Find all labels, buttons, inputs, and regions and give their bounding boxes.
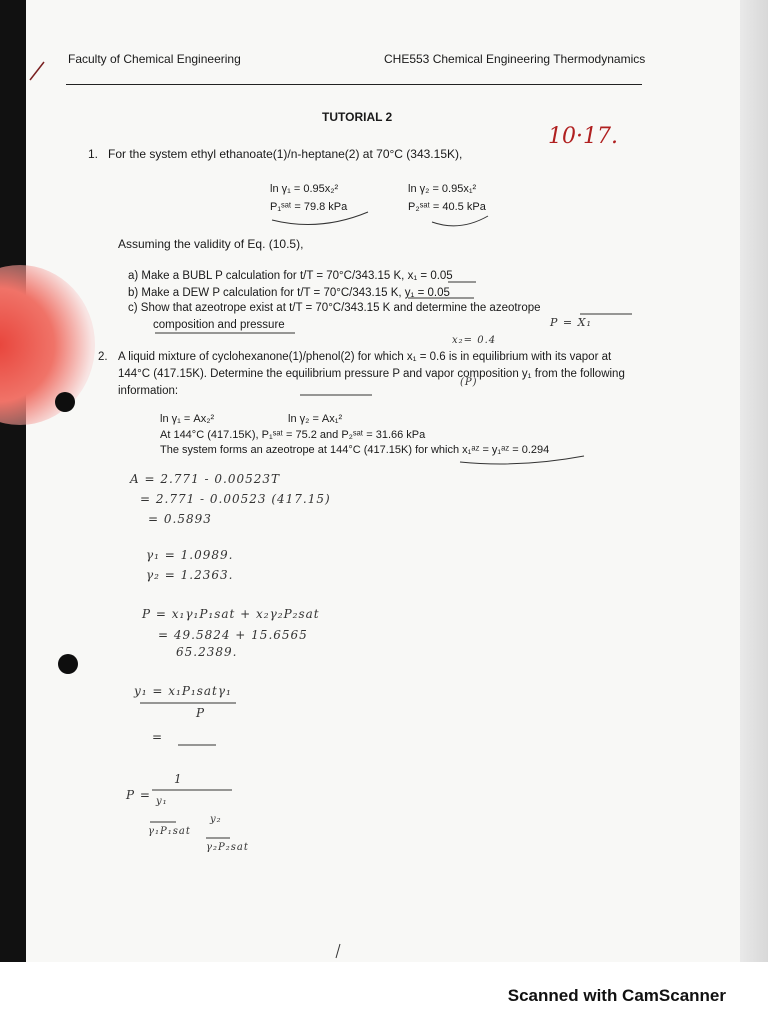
- hand-pfrac-num: 1: [174, 772, 183, 786]
- camscanner-watermark: Scanned with CamScanner: [507, 986, 726, 1005]
- stray-mark: [336, 944, 340, 958]
- hand-a-line2: = 2.771 - 0.00523 (417.15): [140, 492, 331, 506]
- hand-pfrac-lhs: P =: [126, 788, 151, 802]
- q1-eq1: ln γ₁ = 0.95x₂²: [270, 183, 339, 195]
- header-faculty: Faculty of Chemical Engineering: [68, 52, 241, 66]
- hand-p-line1: P = x₁γ₁P₁sat + x₂γ₂P₂sat: [142, 607, 320, 621]
- handwritten-x2-note: x₂= 0.4: [452, 335, 497, 346]
- q1-item-c-cont: composition and pressure: [153, 319, 285, 331]
- header-course: CHE553 Chemical Engineering Thermodynamics: [384, 52, 646, 66]
- q2-text: A liquid mixture of cyclohexanone(1)/phenol(2) for which x₁ = 0.6 is in equilibrium with its vapor at 144°C (417.15K). Determine the equilibrium pressure P and vapor composition y₁ from the following information:: [118, 351, 625, 397]
- handwritten-red-note: 10·17.: [548, 124, 618, 149]
- hand-pfrac-d1b: γ₁P₁sat: [148, 826, 191, 837]
- q1-eq2-psat: P₂ˢᵃᵗ = 40.5 kPa: [408, 201, 486, 213]
- hand-pfrac-d1: y₁: [156, 796, 168, 807]
- handwritten-p-note: (P): [460, 377, 478, 388]
- underline-azeotrope-value: [460, 456, 584, 464]
- underline-curve-2: [432, 216, 488, 226]
- red-tick-mark: [30, 62, 44, 80]
- hand-y-line2: P: [196, 706, 206, 720]
- q1-eq2: ln γ₂ = 0.95x₁²: [408, 183, 477, 195]
- hand-y-line1: y₁ = x₁P₁satγ₁: [134, 684, 232, 698]
- q1-item-c: c) Show that azeotrope exist at t/T = 70°C/343.15 K and determine the azeotrope: [128, 302, 541, 314]
- hand-gamma1: γ₁ = 1.0989.: [146, 548, 234, 562]
- q2-number: 2.: [98, 351, 108, 363]
- hand-y-eq: =: [152, 730, 164, 744]
- hand-p-line2: = 49.5824 + 15.6565: [158, 628, 308, 642]
- q1-eq1-psat: P₁ˢᵃᵗ = 79.8 kPa: [270, 201, 348, 213]
- underline-curve-1: [272, 212, 368, 225]
- hand-a-line3: = 0.5893: [148, 512, 212, 526]
- q1-text: For the system ethyl ethanoate(1)/n-heptane(2) at 70°C (343.15K),: [108, 147, 463, 161]
- hand-pfrac-d2b: γ₂P₂sat: [206, 842, 249, 853]
- page-title: TUTORIAL 2: [322, 110, 393, 124]
- q2-eq1: ln γ₁ = Ax₂²: [160, 413, 215, 425]
- q1-number: 1.: [88, 147, 99, 161]
- q2-eq2: ln γ₂ = Ax₁²: [288, 413, 343, 425]
- q1-item-b: b) Make a DEW P calculation for t/T = 70°C/343.15 K, y₁ = 0.05: [128, 287, 450, 299]
- hand-gamma2: γ₂ = 1.2363.: [146, 568, 234, 582]
- q1-item-a: a) Make a BUBL P calculation for t/T = 70°C/343.15 K, x₁ = 0.05: [128, 270, 453, 282]
- hand-p-line3: 65.2389.: [176, 645, 238, 659]
- handwritten-pxy-note: P = X₁: [550, 316, 592, 329]
- q1-assumption: Assuming the validity of Eq. (10.5),: [118, 237, 304, 251]
- q2-azeotrope-line: The system forms an azeotrope at 144°C (417.15K) for which x₁ᵃᶻ = y₁ᵃᶻ = 0.294: [160, 444, 550, 456]
- hand-a-line1: A = 2.771 - 0.00523T: [130, 472, 281, 486]
- hand-pfrac-d2: y₂: [210, 814, 222, 825]
- q2-psat-line: At 144°C (417.15K), P₁ˢᵃᵗ = 75.2 and P₂ˢᵃᵗ = 31.66 kPa: [160, 429, 426, 441]
